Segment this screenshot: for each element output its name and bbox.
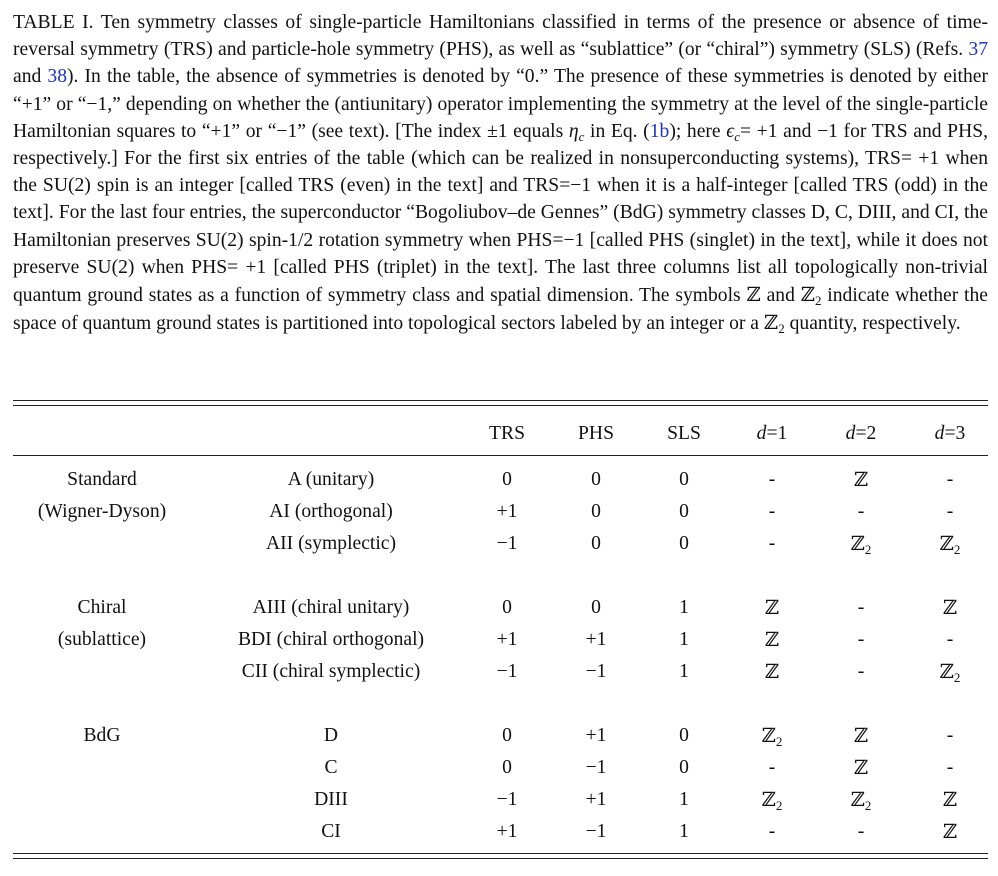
table-cell-d1: - <box>768 757 776 778</box>
table-cell-phs: −1 <box>585 821 607 842</box>
symmetry-class-cell: CII (chiral symplectic) <box>241 661 421 682</box>
table-cell-d1: - <box>768 533 776 554</box>
table-cell-d1: - <box>768 501 776 522</box>
header-d3: d=3 <box>934 423 966 444</box>
top-rule <box>13 400 988 401</box>
table-cell-d2: - <box>857 597 865 618</box>
caption-text: ). In the table, the absence of symmetries is denoted by “0.” The presence of these symmetries is denoted by either “+1” or “−1,” depending on whether the (antiunitary) operator implementing the symmetry at the level of the single-particle Hamiltonian squares to “+1” or “−1” (see text). [The index ±1 equals <box>13 66 988 142</box>
table-cell-phs: +1 <box>585 789 607 810</box>
table-cell-phs: 0 <box>591 501 601 522</box>
table-cell-phs: 0 <box>591 533 601 554</box>
eta-subscript: c <box>578 128 585 144</box>
table-cell-d3: ℤ <box>942 596 958 619</box>
table-cell-d3: ℤ <box>942 820 958 843</box>
table-cell-sls: 1 <box>679 629 689 650</box>
table-cell-phs: +1 <box>585 725 607 746</box>
z2-subscript: 2 <box>778 321 785 337</box>
caption-text: TABLE I. Ten symmetry classes of single-particle Hamiltonians classified in terms of the presence or absence of time-reversal symmetry (TRS) and particle-hole symmetry (PHS), as well as “sublattice” (or “chiral”) symmetry (SLS) (Refs. <box>13 12 988 61</box>
table-cell-sls: 1 <box>679 821 689 842</box>
reference-link-38[interactable]: 38 <box>47 66 67 88</box>
table-cell-d2: ℤ <box>853 724 869 747</box>
table-cell-d1: - <box>768 469 776 490</box>
table-cell-d3: - <box>946 501 954 522</box>
group-label: (Wigner-Dyson) <box>37 501 167 522</box>
symmetry-class-cell: C <box>324 757 338 778</box>
group-label: Standard <box>67 469 137 490</box>
integers-symbol: ℤ <box>746 283 761 307</box>
table-cell-trs: +1 <box>496 821 518 842</box>
symmetry-class-cell: BDI (chiral orthogonal) <box>237 629 425 650</box>
table-cell-d2: ℤ$_2$ <box>850 532 872 557</box>
table-cell-sls: 0 <box>679 501 689 522</box>
table-cell-sls: 1 <box>679 661 689 682</box>
header-rule <box>13 455 988 456</box>
header-phs: PHS <box>578 423 614 444</box>
table-cell-sls: 0 <box>679 757 689 778</box>
table-cell-d3: - <box>946 725 954 746</box>
table-cell-sls: 0 <box>679 469 689 490</box>
table-cell-trs: 0 <box>502 597 512 618</box>
table-cell-d2: - <box>857 821 865 842</box>
table-cell-d1: ℤ <box>764 660 780 683</box>
caption-text: indicate whether the space of quantum ground states is partitioned into topological sectors labeled by an integer or a <box>13 285 988 335</box>
z2-symbol: ℤ <box>800 283 815 307</box>
table-cell-d2: ℤ <box>853 756 869 779</box>
symmetry-class-cell: D <box>323 725 339 746</box>
header-trs: TRS <box>489 423 525 444</box>
table-cell-d3: - <box>946 629 954 650</box>
table-cell-phs: 0 <box>591 469 601 490</box>
reference-link-37[interactable]: 37 <box>968 39 988 61</box>
table-cell-d3: - <box>946 757 954 778</box>
table-cell-phs: 0 <box>591 597 601 618</box>
table-caption <box>13 9 988 337</box>
header-d2: d=2 <box>845 423 877 444</box>
table-cell-d2: ℤ <box>853 468 869 491</box>
group-label: Chiral <box>77 597 127 618</box>
header-d1: d=1 <box>756 423 788 444</box>
caption-text: and <box>760 285 801 307</box>
symmetry-class-cell: AI (orthogonal) <box>269 501 393 522</box>
symmetry-class-cell: AIII (chiral unitary) <box>252 597 410 618</box>
caption-text: quantity, respectively. <box>784 313 961 335</box>
table-cell-d2: ℤ$_2$ <box>850 788 872 813</box>
symmetry-class-cell: DIII <box>314 789 348 810</box>
caption-text: in Eq. ( <box>584 120 650 142</box>
table-cell-phs: +1 <box>585 629 607 650</box>
table-cell-phs: −1 <box>585 757 607 778</box>
symmetry-class-cell: CI <box>321 821 341 842</box>
table-cell-d1: - <box>768 821 776 842</box>
table-cell-sls: 0 <box>679 533 689 554</box>
epsilon-symbol: ϵ <box>726 120 735 142</box>
symmetry-class-cell: A (unitary) <box>287 469 375 490</box>
header-sls: SLS <box>667 423 701 444</box>
group-label: (sublattice) <box>57 629 147 650</box>
group-label: BdG <box>83 725 121 746</box>
table-cell-d1: ℤ <box>764 628 780 651</box>
table-cell-sls: 0 <box>679 725 689 746</box>
table-cell-d2: - <box>857 629 865 650</box>
table-cell-d1: ℤ <box>764 596 780 619</box>
table-cell-trs: −1 <box>496 661 518 682</box>
top-rule <box>13 405 988 406</box>
table-cell-sls: 1 <box>679 597 689 618</box>
table-cell-trs: −1 <box>496 533 518 554</box>
caption-text: = +1 and −1 for TRS and PHS, respectively.] For the first six entries of the table (which can be realized in nonsuperconducting systems), TRS= +1 when the SU(2) spin is an integer [called TRS (even) in the text] and TRS=−1 when it is a half-integer [called TRS (odd) in the text]. For the last four entries, the superconductor “Bogoliubov–de Gennes” (BdG) symmetry classes D, C, DIII, and CI, the Hamiltonian preserves SU(2) spin-1/2 rotation symmetry when PHS=−1 [called PHS (singlet) in the text], while it does not preserve SU(2) when PHS= +1 [called PHS (triplet) in the text]. The last three columns list all topologically non-trivial quantum ground states as a function of symmetry class and spatial dimension. The symbols <box>13 120 989 307</box>
table-cell-trs: 0 <box>502 725 512 746</box>
equation-link-1b[interactable]: 1b <box>649 120 670 142</box>
table-cell-trs: +1 <box>496 501 518 522</box>
table-cell-trs: −1 <box>496 789 518 810</box>
epsilon-subscript: c <box>734 128 740 144</box>
symmetry-class-cell: AII (symplectic) <box>265 533 397 554</box>
table-cell-d3: ℤ <box>942 788 958 811</box>
table-cell-sls: 1 <box>679 789 689 810</box>
table-cell-trs: 0 <box>502 469 512 490</box>
eta-symbol: η <box>568 120 579 142</box>
table-cell-trs: +1 <box>496 629 518 650</box>
caption-text: and <box>13 66 48 88</box>
bottom-rule <box>13 853 988 854</box>
table-cell-d3: ℤ$_2$ <box>939 660 961 685</box>
caption-text: ); here <box>669 120 727 142</box>
z2-symbol: ℤ <box>763 311 779 335</box>
table-cell-d2: - <box>857 661 865 682</box>
table-cell-phs: −1 <box>585 661 607 682</box>
z2-subscript: 2 <box>815 293 822 309</box>
table-cell-d1: ℤ$_2$ <box>761 724 783 749</box>
table-cell-d3: - <box>946 469 954 490</box>
table-cell-d3: ℤ$_2$ <box>939 532 961 557</box>
table-cell-d2: - <box>857 501 865 522</box>
table-cell-trs: 0 <box>502 757 512 778</box>
bottom-rule <box>13 858 988 859</box>
table-cell-d1: ℤ$_2$ <box>761 788 783 813</box>
